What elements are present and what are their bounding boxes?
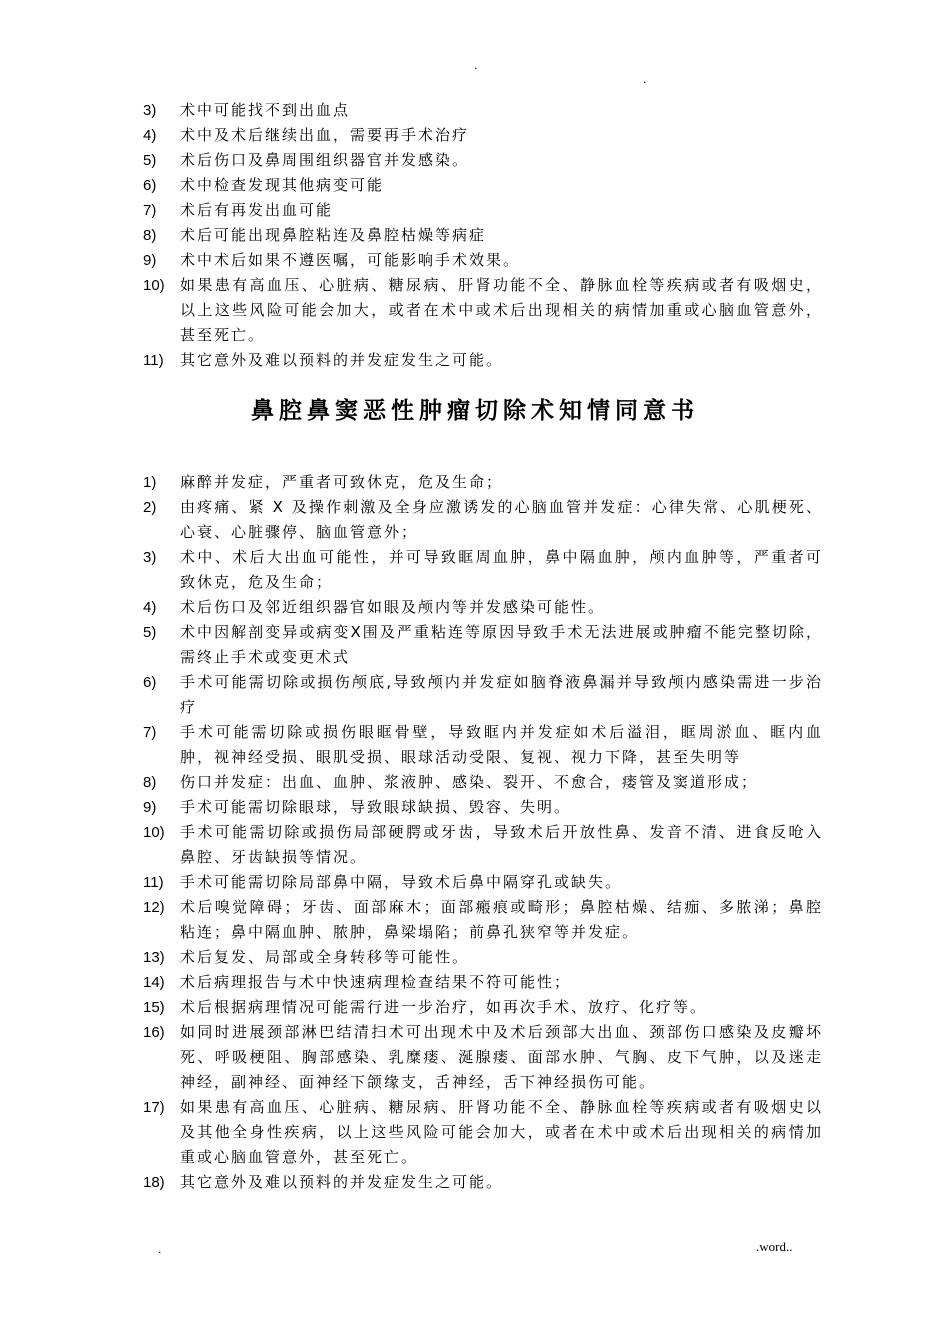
item-number: 8) [143, 774, 157, 791]
list-item [143, 123, 823, 148]
item-text: 由疼痛、紧 X 及操作刺激及全身应激诱发的心脑血管并发症：心律失常、心肌梗死、心衰、心脏骤停、脑血管意外； [180, 498, 823, 541]
item-text: 术后伤口及鼻周围组织器官并发感染。 [180, 151, 470, 169]
item-number: 4) [143, 599, 157, 616]
item-number: 6) [143, 674, 157, 691]
list-item [143, 148, 823, 173]
item-text: 手术可能需切除局部鼻中隔，导致术后鼻中隔穿孔或缺失。 [180, 873, 623, 891]
list-item [143, 1020, 823, 1095]
item-text: 如同时进展颈部淋巴结清扫术可出现术中及术后颈部大出血、颈部伤口感染及皮瓣坏死、呼吸梗阻、胸部感染、乳糜瘘、涎腺瘘、面部水肿、气胸、皮下气肿，以及迷走神经，副神经、面神经下颌缘支，舌神经，舌下神经损伤可能。 [180, 1023, 823, 1091]
item-number: 3) [143, 549, 157, 566]
item-text: 术后根据病理情况可能需行进一步治疗，如再次手术、放疗、化疗等。 [180, 998, 708, 1016]
list-item [143, 895, 823, 945]
list-item [143, 223, 823, 248]
item-text: 伤口并发症：出血、血肿、浆液肿、感染、裂开、不愈合，瘘管及窦道形成； [180, 773, 759, 791]
list-item [143, 1095, 823, 1170]
header-dot-1: . [474, 59, 478, 72]
item-number: 1) [143, 474, 157, 491]
item-number: 5) [143, 152, 157, 169]
list-item [143, 995, 823, 1020]
item-text: 如果患有高血压、心脏病、糖尿病、肝肾功能不全、静脉血栓等疾病或者有吸烟史以及其他全身性疾病，以上这些风险可能会加大，或者在术中或术后出现相关的病情加重或心脑血管意外，甚至死亡。 [180, 1098, 823, 1166]
item-text: 术后伤口及邻近组织器官如眼及颅内等并发感染可能性。 [180, 598, 606, 616]
item-text: 术中因解剖变异或病变X围及严重粘连等原因导致手术无法进展或肿瘤不能完整切除，需终止手术或变更术式 [180, 623, 823, 666]
list-item [143, 1170, 823, 1195]
list-item [143, 795, 823, 820]
item-number: 11) [143, 352, 164, 369]
item-text: 术后复发、局部或全身转移等可能性。 [180, 948, 470, 966]
item-number: 7) [143, 202, 157, 219]
item-number: 8) [143, 227, 157, 244]
item-number: 14) [143, 974, 165, 991]
list-item [143, 348, 823, 373]
item-text: 术中术后如果不遵医嘱，可能影响手术效果。 [180, 251, 521, 269]
list-item [143, 945, 823, 970]
item-text: 其它意外及难以预料的并发症发生之可能。 [180, 351, 504, 369]
list-item [143, 970, 823, 995]
list-item [143, 173, 823, 198]
item-text: 术中及术后继续出血，需要再手术治疗 [180, 126, 470, 144]
list-item [143, 870, 823, 895]
list-item [143, 98, 823, 123]
item-text: 手术可能需切除或损伤眼眶骨壁，导致眶内并发症如术后溢泪，眶周淤血、眶内血肿，视神经受损、眼肌受损、眼球活动受限、复视、视力下降，甚至失明等 [180, 723, 823, 766]
footer-word-label: .word.. [756, 1239, 793, 1254]
item-number: 16) [143, 1024, 165, 1041]
item-number: 5) [143, 624, 157, 641]
risk-list-1 [143, 98, 823, 373]
item-text: 术中、术后大出血可能性，并可导致眶周血肿，鼻中隔血肿，颅内血肿等，严重者可致休克，危及生命； [180, 548, 823, 591]
item-number: 17) [143, 1099, 165, 1116]
item-text: 术后病理报告与术中快速病理检查结果不符可能性； [180, 973, 572, 991]
item-number: 3) [143, 102, 157, 119]
risk-list-2 [143, 470, 823, 1195]
list-item [143, 495, 823, 545]
list-item [143, 248, 823, 273]
item-text: 手术可能需切除眼球，导致眼球缺损、毁容、失明。 [180, 798, 572, 816]
item-text: 术后有再发出血可能 [180, 201, 334, 219]
list-item [143, 198, 823, 223]
document-title: 鼻腔鼻窦恶性肿瘤切除术知情同意书 [251, 398, 699, 424]
item-number: 11) [143, 874, 164, 891]
list-item [143, 470, 823, 495]
item-number: 13) [143, 949, 165, 966]
item-text: 术后嗅觉障碍；牙齿、面部麻木；面部瘢痕或畸形；鼻腔枯燥、结痂、多脓涕；鼻腔粘连；鼻中隔血肿、脓肿，鼻梁塌陷；前鼻孔狭窄等并发症。 [180, 898, 823, 941]
footer-dot: . [158, 1243, 162, 1256]
item-text: 手术可能需切除或损伤局部硬腭或牙齿，导致术后开放性鼻、发音不清、进食反呛入鼻腔、牙齿缺损等情况。 [180, 823, 823, 866]
item-number: 18) [143, 1174, 165, 1191]
list-item [143, 273, 823, 348]
item-text: 如果患有高血压、心脏病、糖尿病、肝肾功能不全、静脉血栓等疾病或者有吸烟史，以上这些风险可能会加大，或者在术中或术后出现相关的病情加重或心脑血管意外，甚至死亡。 [180, 276, 823, 344]
list-item [143, 820, 823, 870]
item-number: 10) [143, 277, 165, 294]
item-number: 4) [143, 127, 157, 144]
item-text: 其它意外及难以预料的并发症发生之可能。 [180, 1173, 504, 1191]
item-text: 术中检查发现其他病变可能 [180, 176, 385, 194]
item-number: 7) [143, 724, 157, 741]
item-text: 术中可能找不到出血点 [180, 101, 351, 119]
item-number: 2) [143, 499, 157, 516]
header-dot-2: . [643, 73, 647, 86]
item-text: 术后可能出现鼻腔粘连及鼻腔枯燥等病症 [180, 226, 487, 244]
list-item [143, 545, 823, 595]
list-item [143, 720, 823, 770]
item-number: 9) [143, 252, 157, 269]
item-number: 6) [143, 177, 157, 194]
list-item [143, 770, 823, 795]
list-item [143, 595, 823, 620]
item-number: 10) [143, 824, 165, 841]
item-text: 手术可能需切除或损伤颅底,导致颅内并发症如脑脊液鼻漏并导致颅内感染需进一步治疗 [180, 673, 823, 716]
list-item [143, 670, 823, 720]
item-number: 15) [143, 999, 165, 1016]
item-number: 12) [143, 899, 165, 916]
item-text: 麻醉并发症，严重者可致休克，危及生命； [180, 473, 504, 491]
list-item [143, 620, 823, 670]
item-number: 9) [143, 799, 157, 816]
